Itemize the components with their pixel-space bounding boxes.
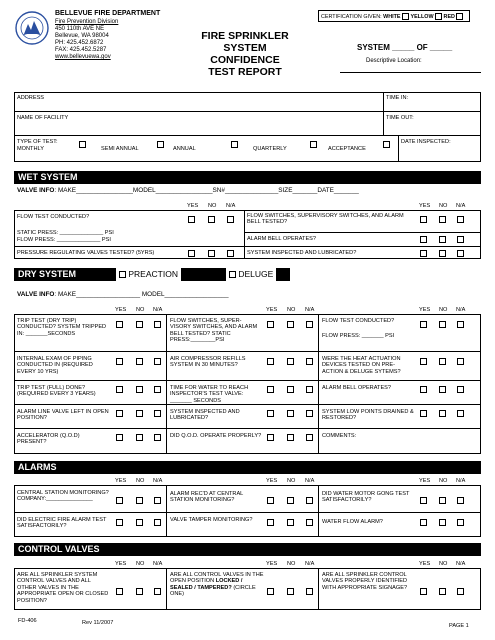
dry-low-points-no[interactable] — [439, 410, 446, 417]
dry-low-points-yes[interactable] — [420, 410, 427, 417]
alarm-tamper-yes[interactable] — [267, 519, 274, 526]
wet-system-header: WET SYSTEM — [14, 171, 481, 184]
dry-na-header-1: N/A — [153, 307, 163, 313]
preaction-label: PREACTION — [128, 269, 178, 279]
alarm-gong-yes[interactable] — [420, 497, 427, 504]
preaction-option[interactable] — [116, 268, 181, 281]
alarm-yes-header-1: YES — [115, 478, 127, 484]
cv-na-header-3: N/A — [456, 561, 466, 567]
dry-inspected: SYSTEM INSPECTED AND LUBRICATED? — [170, 409, 240, 422]
alarm-electric-no[interactable] — [136, 519, 143, 526]
wet-alarm-bell-na[interactable] — [457, 236, 464, 243]
dry-flow-switches-na[interactable] — [306, 321, 313, 328]
dry-alarm-line-yes[interactable] — [116, 410, 123, 417]
wet-flow-test: FLOW TEST CONDUCTED? — [17, 214, 90, 220]
title-line-1: FIRE SPRINKLER — [201, 30, 289, 42]
cv-no-header-2: NO — [287, 561, 296, 567]
semi-annual-label: SEMI ANNUAL — [101, 146, 139, 152]
dry-qod-na[interactable] — [306, 434, 313, 441]
semi-annual-checkbox[interactable] — [157, 141, 164, 148]
wet-flow-switches-na[interactable] — [457, 216, 464, 223]
dry-accelerator-yes[interactable] — [116, 434, 123, 441]
wet-inspected: SYSTEM INSPECTED AND LUBRICATED? — [247, 250, 357, 256]
preaction-checkbox[interactable] — [119, 271, 126, 278]
descriptive-location-label: Descriptive Location: — [366, 58, 422, 64]
dry-accelerator-na[interactable] — [154, 434, 161, 441]
alarm-received: ALARM REC'D AT CENTRAL STATION MONITORING? — [170, 491, 244, 504]
alarm-no-header-1: NO — [136, 478, 145, 484]
cert-yellow-checkbox[interactable] — [435, 13, 442, 20]
dry-flow-switches-no[interactable] — [287, 321, 294, 328]
alarm-received-no[interactable] — [287, 497, 294, 504]
dry-flow-switches-yes[interactable] — [267, 321, 274, 328]
alarm-received-na[interactable] — [306, 497, 313, 504]
dry-flow-press[interactable]: FLOW PRESS: _______ PSI — [322, 333, 395, 339]
cv-open-position-text: ARE ALL CONTROL VALVES IN THE OPEN POSITION — [170, 572, 264, 585]
dry-valve-info[interactable] — [17, 292, 229, 298]
dry-heat-actuation-no[interactable] — [439, 358, 446, 365]
monthly-label: MONTHLY — [17, 146, 44, 152]
wet-alarm-bell-yes[interactable] — [420, 236, 427, 243]
acceptance-label: ACCEPTANCE — [328, 146, 366, 152]
dry-inspected-no[interactable] — [287, 410, 294, 417]
dry-full-trip-no[interactable] — [136, 386, 143, 393]
alarm-no-header-3: NO — [439, 478, 448, 484]
dry-water-time-yes[interactable] — [267, 386, 274, 393]
cv-signage-yes[interactable] — [420, 588, 427, 595]
cv-locked-yes[interactable] — [267, 588, 274, 595]
dept-name: BELLEVUE FIRE DEPARTMENT — [55, 10, 161, 17]
alarm-central-station-yes[interactable] — [116, 497, 123, 504]
wet-inspected-no[interactable] — [439, 250, 446, 257]
date-inspected-field[interactable]: DATE INSPECTED: — [401, 139, 451, 145]
alarms-header: ALARMS — [14, 461, 481, 474]
cv-positions-na[interactable] — [154, 588, 161, 595]
alarm-electric-yes[interactable] — [116, 519, 123, 526]
dry-qod-operate: DID Q.O.D. OPERATE PROPERLY? — [170, 433, 262, 439]
alarm-valve-tamper: VALVE TAMPER MONITORING? — [170, 517, 253, 523]
alarm-received-yes[interactable] — [267, 497, 274, 504]
alarm-flow-na[interactable] — [457, 519, 464, 526]
division-name: Fire Prevention Division — [55, 19, 119, 25]
wet-flow-switches-yes[interactable] — [420, 216, 427, 223]
alarm-tamper-na[interactable] — [306, 519, 313, 526]
cv-open-locked — [170, 572, 264, 598]
dry-water-time-na[interactable] — [306, 386, 313, 393]
dry-na-header-3: N/A — [456, 307, 466, 313]
dry-air-compressor-na[interactable] — [306, 358, 313, 365]
info-box — [14, 92, 481, 162]
wet-prv-tested: PRESSURE REGULATING VALVES TESTED? (5YRS) — [17, 250, 155, 256]
dry-na-header-2: N/A — [305, 307, 315, 313]
dry-heat-actuation-yes[interactable] — [420, 358, 427, 365]
dry-alarm-line-no[interactable] — [136, 410, 143, 417]
dry-no-header-3: NO — [439, 307, 448, 313]
cv-valve-positions: ARE ALL SPRINKLER SYSTEM CONTROL VALVES AND ALL OTHER VALVES IN THE APPROPRIATE OPEN OR CLOSED POSITION? — [17, 572, 109, 604]
cert-yellow-label: YELLOW — [410, 13, 434, 20]
quarterly-checkbox[interactable] — [310, 141, 317, 148]
dry-flow-test-na[interactable] — [457, 321, 464, 328]
wet-valve-info-line: : MAKE________________MODEL________________SN#_______________SIZE_______DATE_______ — [54, 187, 359, 194]
cv-circle-one: (CIRCLE ONE) — [170, 584, 256, 598]
wet-static-press[interactable]: STATIC PRESS: ______________ PSI — [17, 230, 114, 236]
form-number: FD-406 — [18, 618, 37, 624]
dry-alarm-line-valve: ALARM LINE VALVE LEFT IN OPEN POSITION? — [17, 409, 109, 422]
alarm-flow-no[interactable] — [439, 519, 446, 526]
dry-valve-info-label: VALVE INFO — [17, 291, 55, 298]
dept-phone: PH: 425.452.6872 — [55, 40, 104, 46]
dry-comments[interactable]: COMMENTS: — [322, 433, 357, 439]
dept-website[interactable]: www.bellevuewa.gov — [55, 54, 111, 60]
dry-flow-test-yes[interactable] — [420, 321, 427, 328]
wet-alarm-bell: ALARM BELL OPERATES? — [247, 236, 317, 242]
wet-flow-test-no[interactable] — [208, 216, 215, 223]
alarm-yes-header-3: YES — [419, 478, 431, 484]
dry-full-trip-na[interactable] — [154, 386, 161, 393]
deluge-label: DELUGE — [238, 269, 274, 279]
wet-flow-test-yes[interactable] — [188, 216, 195, 223]
title-line-3: CONFIDENCE — [210, 54, 280, 66]
dry-alarm-line-na[interactable] — [154, 410, 161, 417]
dept-address: 450 110th AVE NE — [55, 26, 105, 32]
title-line-4: TEST REPORT — [208, 66, 282, 78]
alarm-tamper-no[interactable] — [287, 519, 294, 526]
dry-valve-info-line: : MAKE__________________ MODEL__________________ — [54, 291, 229, 298]
quarterly-label: QUARTERLY — [253, 146, 287, 152]
alarm-yes-header-2: YES — [266, 478, 278, 484]
dry-inspected-na[interactable] — [306, 410, 313, 417]
dry-yes-header-2: YES — [266, 307, 278, 313]
dry-no-header-1: NO — [136, 307, 145, 313]
annual-label: ANNUAL — [173, 146, 196, 152]
wet-alarm-bell-no[interactable] — [439, 236, 446, 243]
cv-yes-header-3: YES — [419, 561, 431, 567]
address-field[interactable]: ADDRESS — [17, 95, 45, 101]
dry-yes-header-1: YES — [115, 307, 127, 313]
alarm-na-header-3: N/A — [456, 478, 466, 484]
dry-low-points: SYSTEM LOW POINTS DRAINED & RESTORED? — [322, 409, 414, 422]
dry-air-compressor: AIR COMPRESSOR REFILLS SYSTEM IN 30 MINUTES? — [170, 356, 246, 369]
dry-heat-actuation-na[interactable] — [457, 358, 464, 365]
alarm-flow-yes[interactable] — [420, 519, 427, 526]
alarm-na-header-2: N/A — [305, 478, 315, 484]
alarm-gong-no[interactable] — [439, 497, 446, 504]
time-out-field[interactable]: TIME OUT: — [386, 115, 414, 121]
dry-qod-no[interactable] — [287, 434, 294, 441]
dry-internal-exam-na[interactable] — [154, 358, 161, 365]
wet-valve-info[interactable] — [17, 188, 359, 194]
dry-accelerator: ACCELERATOR (Q.O.D) PRESENT? — [17, 433, 80, 446]
dry-internal-exam-no[interactable] — [136, 358, 143, 365]
dept-city: Bellevue, WA 98004 — [55, 33, 109, 39]
cv-na-header-2: N/A — [305, 561, 315, 567]
dry-alarm-bell: ALARM BELL OPERATES? — [322, 385, 392, 391]
dept-fax: FAX: 425.452.5287 — [55, 47, 107, 53]
acceptance-checkbox[interactable] — [383, 141, 390, 148]
wet-inspected-yes[interactable] — [420, 250, 427, 257]
wet-prv-na[interactable] — [227, 250, 234, 257]
dry-system-title: DRY SYSTEM — [18, 269, 77, 279]
time-in-field[interactable]: TIME IN: — [386, 95, 409, 101]
alarm-na-header-1: N/A — [153, 478, 163, 484]
annual-checkbox[interactable] — [231, 141, 238, 148]
wet-na-header-right: N/A — [456, 203, 466, 209]
dry-full-trip-yes[interactable] — [116, 386, 123, 393]
dry-accelerator-no[interactable] — [136, 434, 143, 441]
dry-internal-exam: INTERNAL EXAM OF PIPING CONDUCTED IN (REQUIRED EVERY 10 YRS) — [17, 356, 93, 375]
cv-locked-na[interactable] — [306, 588, 313, 595]
wet-flow-switches: FLOW SWITCHES, SUPERVISORY SWITCHES, AND ALARM BELL TESTED? — [247, 213, 404, 226]
wet-flow-press[interactable]: FLOW PRESS: ______________ PSI — [17, 237, 111, 243]
deluge-checkbox[interactable] — [229, 271, 236, 278]
dry-flow-test: FLOW TEST CONDUCTED? — [322, 318, 395, 324]
dry-air-compressor-no[interactable] — [287, 358, 294, 365]
wet-no-header-left: NO — [208, 203, 217, 209]
dry-alarm-bell-no[interactable] — [439, 386, 446, 393]
wet-prv-no[interactable] — [208, 250, 215, 257]
dry-flow-test-no[interactable] — [439, 321, 446, 328]
cv-no-header-3: NO — [439, 561, 448, 567]
cv-signage-no[interactable] — [439, 588, 446, 595]
wet-flow-switches-no[interactable] — [439, 216, 446, 223]
wet-na-header-left: N/A — [226, 203, 236, 209]
dry-trip-test-no[interactable] — [136, 321, 143, 328]
cert-red-label: RED — [443, 13, 455, 20]
cv-positions-no[interactable] — [136, 588, 143, 595]
wet-no-header-right: NO — [439, 203, 448, 209]
cert-white-label: WHITE — [383, 13, 401, 20]
dry-air-compressor-yes[interactable] — [267, 358, 274, 365]
dry-inspected-yes[interactable] — [267, 410, 274, 417]
system-number[interactable]: SYSTEM _____ OF _____ — [357, 43, 453, 52]
alarm-water-gong: DID WATER MOTOR GONG TEST SATISFACTORILY? — [322, 491, 410, 504]
alarm-water-flow: WATER FLOW ALARM? — [322, 519, 383, 525]
wet-yes-header-right: YES — [419, 203, 431, 209]
dry-trip-test: TRIP TEST (DRY TRIP) CONDUCTED? SYSTEM TRIPPED IN: _______SECONDS — [17, 318, 107, 337]
descriptive-location-line[interactable] — [340, 72, 481, 73]
cert-white-checkbox[interactable] — [402, 13, 409, 20]
dry-alarm-bell-na[interactable] — [457, 386, 464, 393]
wet-flow-test-na[interactable] — [227, 216, 234, 223]
dry-alarm-bell-yes[interactable] — [420, 386, 427, 393]
dry-full-trip-test: TRIP TEST (FULL) DONE? (REQUIRED EVERY 3 YEARS) — [17, 385, 96, 398]
cv-yes-header-1: YES — [115, 561, 127, 567]
alarm-central-station-na[interactable] — [154, 497, 161, 504]
wet-prv-yes[interactable] — [188, 250, 195, 257]
deluge-option[interactable] — [226, 268, 276, 281]
alarm-central-station: CENTRAL STATION MONITORING? COMPANY:_______________ — [17, 490, 109, 503]
cert-red-checkbox[interactable] — [456, 13, 463, 20]
dry-internal-exam-yes[interactable] — [116, 358, 123, 365]
certification-label: CERTIFICATION GIVEN: — [321, 13, 382, 20]
page-title — [185, 30, 305, 78]
alarm-electric-na[interactable] — [154, 519, 161, 526]
certification-row — [321, 13, 463, 20]
cv-signage: ARE ALL SPRINKLER CONTROL VALVES PROPERLY IDENTIFIED WITH APPROPRIATE SIGNAGE? — [322, 572, 408, 591]
control-valves-header: CONTROL VALVES — [14, 543, 481, 556]
title-line-2: SYSTEM — [223, 42, 267, 54]
dry-heat-actuation: WERE THE HEAT ACTUATION DEVICES TESTED ON PRE-ACTION & DELUGE SYTEMS? — [322, 356, 401, 375]
cv-na-header-1: N/A — [153, 561, 163, 567]
alarm-electric-fire: DID ELECTRIC FIRE ALARM TEST SATISFACTORILY? — [17, 517, 107, 530]
city-seal — [14, 4, 50, 54]
cv-locked-no[interactable] — [287, 588, 294, 595]
dry-water-time: TIME FOR WATER TO REACH INSPECTOR'S TEST VALVE: _______ SECONDS — [170, 385, 249, 404]
type-of-test-label: TYPE OF TEST: — [17, 139, 58, 145]
wet-yes-header-left: YES — [187, 203, 199, 209]
cv-positions-yes[interactable] — [116, 588, 123, 595]
cv-yes-header-2: YES — [266, 561, 278, 567]
alarm-central-station-no[interactable] — [136, 497, 143, 504]
wet-inspected-na[interactable] — [457, 250, 464, 257]
dry-flow-switches: FLOW SWITCHES, SUPER-VISORY SWITCHES, AND ALARM BELL TESTED? STATIC PRESS:________PSI — [170, 318, 258, 344]
dry-yes-header-3: YES — [419, 307, 431, 313]
dry-water-time-no[interactable] — [287, 386, 294, 393]
cv-locked-sealed-tampered[interactable]: LOCKED / SEALED / TAMPERED? — [170, 578, 243, 591]
alarm-gong-na[interactable] — [457, 497, 464, 504]
dry-low-points-na[interactable] — [457, 410, 464, 417]
facility-field[interactable]: NAME OF FACILITY — [17, 115, 69, 121]
monthly-checkbox[interactable] — [79, 141, 86, 148]
revision-date: Rev 11/2007 — [82, 620, 114, 626]
cv-no-header-1: NO — [136, 561, 145, 567]
wet-valve-info-label: VALVE INFO — [17, 187, 55, 194]
cv-signage-na[interactable] — [457, 588, 464, 595]
dry-no-header-2: NO — [287, 307, 296, 313]
dry-trip-test-yes[interactable] — [116, 321, 123, 328]
alarm-no-header-2: NO — [287, 478, 296, 484]
page-number: PAGE 1 — [449, 623, 469, 629]
dry-qod-yes[interactable] — [267, 434, 274, 441]
dry-trip-test-na[interactable] — [154, 321, 161, 328]
